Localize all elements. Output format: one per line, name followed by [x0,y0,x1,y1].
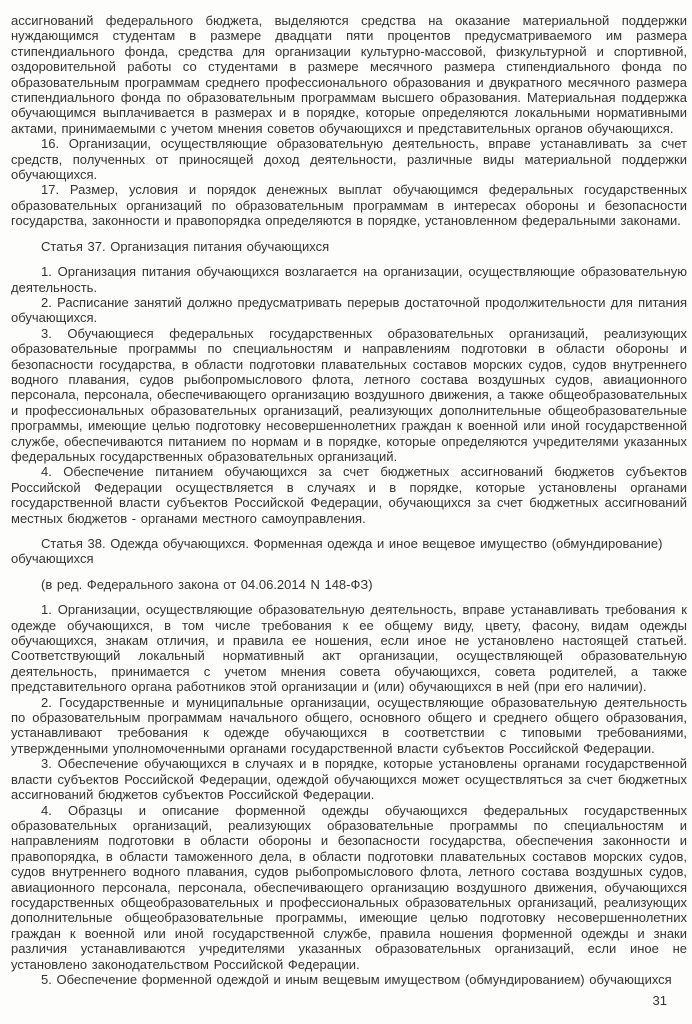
paragraph-item-17: 17. Размер, условия и порядок денежных выплат обучающимся федеральных государственных образовательных организаций по образовательным программам в интересах обороны и безопасности государства, законности и правопорядка определяются в порядке, установленном федеральными законами. [11,182,687,229]
page-number: 31 [652,992,667,1008]
article-38-edit-note: (в ред. Федерального закона от 04.06.2014 N 148-ФЗ) [41,576,373,592]
article-38-item-2: 2. Государственные и муниципальные организации, осуществляющие образовательную деятельность по образовательным программам начального общего, основного общего и среднего общего образования, устанавливают требования к одежде обучающихся в соответствии с типовыми требованиями, утвержденными уполномоченными органами государственной власти субъектов Российской Федерации. [11,694,687,756]
article-38-item-5: 5. Обеспечение форменной одеждой и иным вещевым имуществом (обмундированием) обучающихся [41,971,672,987]
article-38-item-1: 1. Организации, осуществляющие образовательную деятельность, вправе устанавливать требования к одежде обучающихся, в том числе требования к ее общему виду, цвету, фасону, видам одежды обучающихся, знакам отличия, и правила ее ношения, если иное не установлено настоящей статьей. Соответствующий локальный нормативный акт организации, осуществляющей образовательную деятельность, принимается с учетом мнения совета обучающихся, совета родителей, а также представительного органа работников этой организации и (или) обучающихся в ней (при его наличии). [11,602,687,695]
article-37-item-4: 4. Обеспечение питанием обучающихся за счет бюджетных ассигнований бюджетов субъектов Российской Федерации осуществляется в случаях и в порядке, которые установлены органами государственной власти субъектов Российской Федерации, обучающихся за счет бюджетных ассигнований местных бюджетов - органами местного самоуправления. [11,464,687,526]
article-38-heading: Статья 38. Одежда обучающихся. Форменная одежда и иное вещевое имущество (обмундирование) обучающихся [11,536,663,567]
article-38-item-3: 3. Обеспечение обучающихся в случаях и в порядке, которые установлены органами государственной власти субъектов Российской Федерации, одеждой обучающихся может осуществляться за счет бюджетных ассигнований бюджетов субъектов Российской Федерации. [11,756,687,803]
article-37-item-2: 2. Расписание занятий должно предусматривать перерыв достаточной продолжительности для питания обучающихся. [11,294,687,326]
article-37-item-3: 3. Обучающиеся федеральных государственных образовательных организаций, реализующих образовательные программы по специальностям и направлениям подготовки в области обороны и безопасности государства, в области подготовки плавательных составов морских судов, судов внутреннего водного плавания, судов рыбопромыслового флота, летного состава воздушных судов, авиационного персонала, персонала, обеспечивающего организацию воздушного движения, а также общеобразовательных и профессиональных образовательных организаций, реализующих дополнительные общеобразовательные программы, имеющие целью подготовку несовершеннолетних граждан к военной или иной государственной службе, обеспечиваются питанием по нормам и в порядке, которые определяются учредителями указанных федеральных государственных образовательных организаций. [11,325,687,464]
article-38-item-4: 4. Образцы и описание форменной одежды обучающихся федеральных государственных образовательных организаций, реализующих образовательные программы по специальностям и направлениям подготовки в области обороны и безопасности государства, обеспечения законности и правопорядка, в области таможенного дела, в области подготовки плавательных составов морских судов, судов внутреннего водного плавания, судов рыбопромыслового флота, летного состава воздушных судов, авиационного персонала, персонала, обеспечивающего организацию воздушного движения, обучающихся государственных общеобразовательных и профессиональных образовательных организаций, реализующих дополнительные общеобразовательные программы, имеющие целью подготовку несовершеннолетних граждан к военной или иной государственной службе, правила ношения форменной одежды и знаки различия устанавливаются учредителями указанных образовательных организаций, если иное не установлено законодательством Российской Федерации. [11,802,687,972]
paragraph-continuation: ассигнований федерального бюджета, выделяются средства на оказание материальной поддержки нуждающимся студентам в размере двадцати пяти процентов предусматриваемого им размера стипендиального фонда, средства для организации культурно-массовой, физкультурной и спортивной, оздоровительной работы со студентами в размере месячного размера стипендиального фонда по образовательным программам среднего профессионального образования и двукратного месячного размера стипендиального фонда по образовательным программам высшего образования. Материальная поддержка обучающимся выплачивается в размерах и в порядке, которые определяются локальными нормативными актами, принимаемыми с учетом мнения советов обучающихся и представительных органов обучающихся. [11,13,687,136]
paragraph-item-16: 16. Организации, осуществляющие образовательную деятельность, вправе устанавливать за счет средств, полученных от приносящей доход деятельности, различные виды материальной поддержки обучающихся. [11,136,687,183]
article-37-heading: Статья 37. Организация питания обучающихся [41,238,330,254]
article-37-item-1: 1. Организация питания обучающихся возлагается на организации, осуществляющие образовательную деятельность. [11,264,687,295]
